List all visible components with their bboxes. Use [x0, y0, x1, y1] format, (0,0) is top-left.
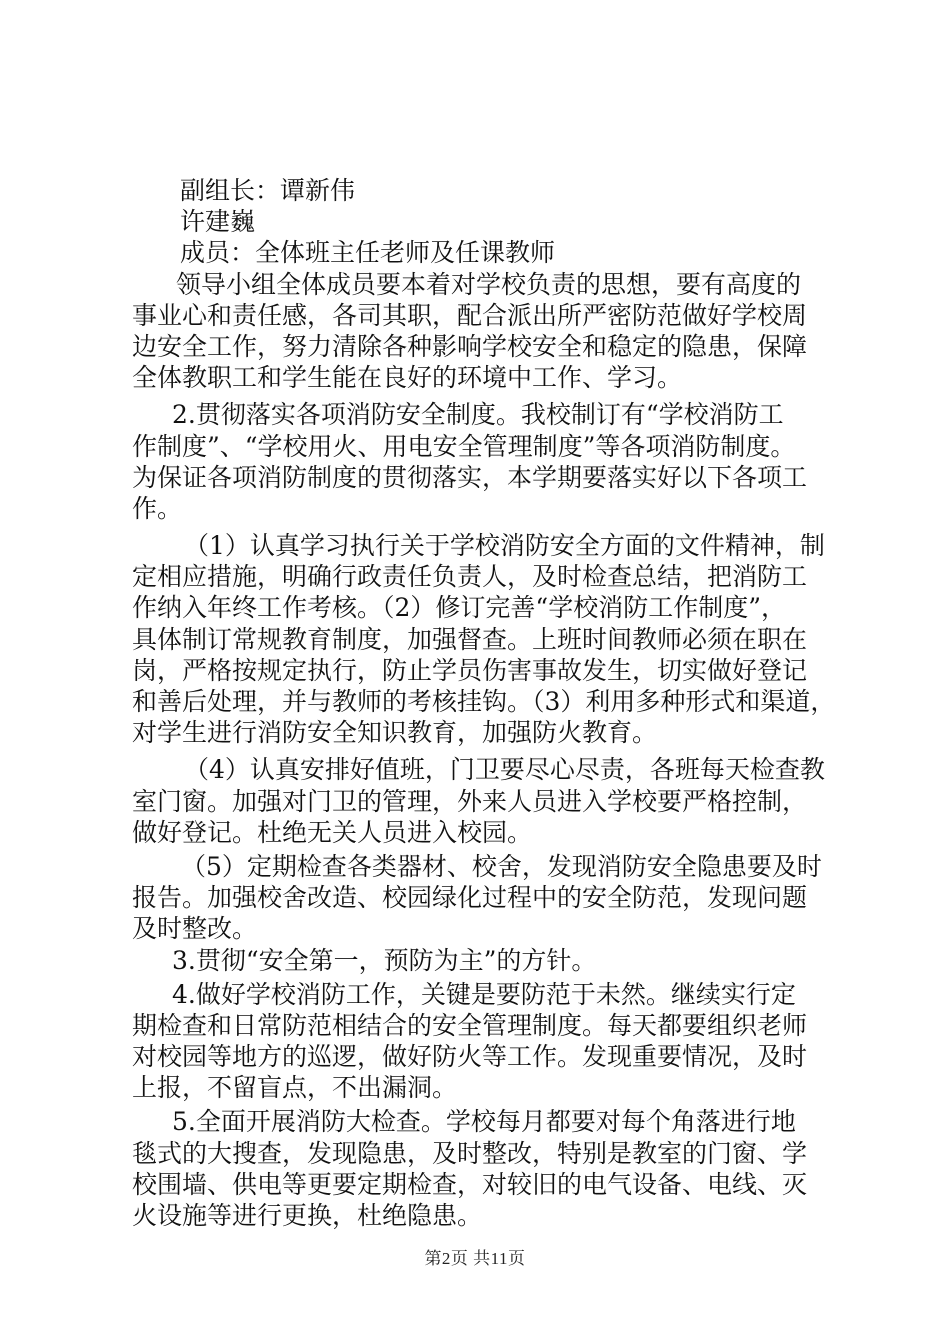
paragraph-item-4-line: 上报，不留盲点，不出漏洞。: [132, 1073, 458, 1103]
text-line-members: 成员：全体班主任老师及任课教师: [180, 238, 556, 268]
paragraph-subitem-5-line: 报告。加强校舍改造、校园绿化过程中的安全防范，发现问题: [132, 883, 808, 913]
paragraph-subitem-1-line: 和善后处理，并与教师的考核挂钩。（3）利用多种形式和渠道，: [132, 687, 836, 716]
document-body: [132, 175, 836, 1231]
paragraph-leadership-line: 事业心和责任感，各司其职，配合派出所严密防范做好学校周: [132, 300, 808, 330]
paragraph-subitem-1-line: 具体制订常规教育制度，加强督查。上班时间教师必须在职在: [132, 624, 808, 654]
paragraph-item-5-line: 火设施等进行更换，杜绝隐患。: [132, 1201, 483, 1230]
text-line-vice-leader: 副组长：谭新伟: [180, 176, 356, 205]
paragraph-item-2-line: 2.贯彻落实各项消防安全制度。我校制订有“学校消防工: [172, 400, 784, 430]
page-number-footer: 第2页 共11页: [424, 1249, 526, 1268]
paragraph-subitem-4-line: 室门窗。加强对门卫的管理，外来人员进入学校要严格控制，: [132, 786, 808, 816]
paragraph-subitem-1-line: （1）认真学习执行关于学校消防安全方面的文件精神，制: [184, 531, 825, 561]
paragraph-item-5-line: 5.全面开展消防大检查。学校每月都要对每个角落进行地: [172, 1107, 796, 1137]
paragraph-subitem-1-line: 岗，严格按规定执行，防止学员伤害事故发生，切实做好登记: [132, 655, 808, 685]
paragraph-subitem-1-line: 作纳入年终工作考核。（2）修订完善“学校消防工作制度”，: [132, 593, 786, 623]
paragraph-item-5-line: 毯式的大搜查，发现隐患，及时整改，特别是教室的门窗、学: [132, 1138, 808, 1168]
paragraph-item-4-line: 对校园等地方的巡逻，做好防火等工作。发现重要情况，及时: [132, 1042, 808, 1072]
paragraph-leadership-line: 全体教职工和学生能在良好的环境中工作、学习。: [132, 363, 683, 393]
paragraph-leadership-line: 领导小组全体成员要本着对学校负责的思想，要有高度的: [176, 269, 802, 299]
paragraph-item-4-line: 4.做好学校消防工作，关键是要防范于未然。继续实行定: [172, 979, 796, 1009]
paragraph-subitem-5-line: （5）定期检查各类器材、校舍，发现消防安全隐患要及时: [181, 851, 822, 881]
paragraph-item-2-line: 作制度”、“学校用火、用电安全管理制度”等各项消防制度。: [132, 431, 796, 461]
paragraph-subitem-4-line: 做好登记。杜绝无关人员进入校园。: [132, 817, 533, 847]
text-line-vice-leader-2: 许建巍: [180, 207, 256, 237]
paragraph-subitem-5-line: 及时整改。: [132, 914, 258, 944]
paragraph-subitem-1-line: 对学生进行消防安全知识教育，加强防火教育。: [132, 718, 658, 748]
paragraph-leadership-line: 边安全工作，努力清除各种影响学校安全和稳定的隐患，保障: [132, 331, 808, 361]
paragraph-item-4-line: 期检查和日常防范相结合的安全管理制度。每天都要组织老师: [132, 1010, 808, 1040]
paragraph-subitem-4-line: （4）认真安排好值班，门卫要尽心尽责，各班每天检查教: [184, 755, 825, 785]
paragraph-subitem-1-line: 定相应措施，明确行政责任负责人，及时检查总结，把消防工: [132, 562, 808, 592]
paragraph-item-2-line: 为保证各项消防制度的贯彻落实，本学期要落实好以下各项工: [132, 462, 808, 492]
paragraph-item-5-line: 校围墙、供电等更要定期检查，对较旧的电气设备、电线、灭: [132, 1169, 808, 1199]
paragraph-item-2-line: 作。: [132, 493, 183, 523]
paragraph-item-3-line: 3.贯彻“安全第一，预防为主”的方针。: [172, 945, 597, 975]
